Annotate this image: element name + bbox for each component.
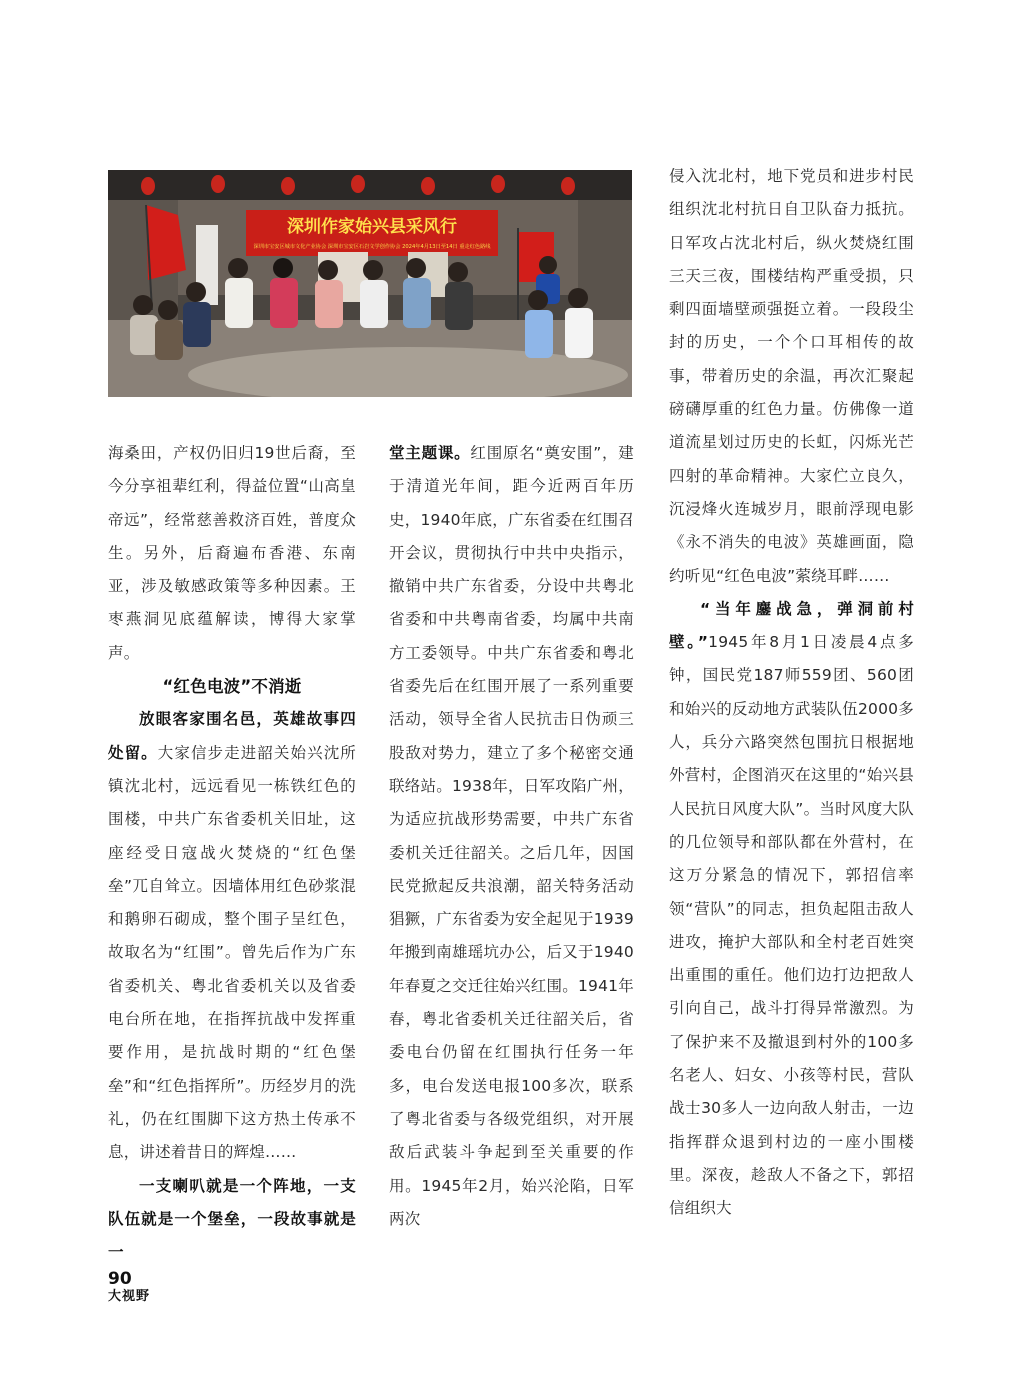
event-photo bbox=[108, 170, 632, 397]
text-column-3 bbox=[669, 160, 914, 1226]
paragraph: “当年鏖战急，弹洞前村壁。”1945年8月1日凌晨4点多钟，国民党187师559团、560团和始兴的反动地方武装队伍2000多人，兵分六路突然包围抗日根据地外营村，企图消灭在这里的“始兴县人民抗日风度大队”。当时风度大队的几位领导和部队都在外营村，在这万分紧急的情况下，郭招信率领“营队”的同志，担负起阻击敌人进攻，掩护大部队和全村老百姓突出重围的重任。他们边打边把敌人引向自己，战斗打得异常激烈。为了保护来不及撤退到村外的100多名老人、妇女、小孩等村民，营队战士30多人一边向敌人射击，一边指挥群众退到村边的一座小围楼里。深夜，趁敌人不备之下，郭招信组织大 bbox=[669, 599, 914, 1218]
paragraph: 侵入沈北村，地下党员和进步村民组织沈北村抗日自卫队奋力抵抗。日军攻占沈北村后，纵火焚烧红围三天三夜，围楼结构严重受损，只剩四面墙壁顽强挺立着。一段段尘封的历史，一个个口耳相传的故事，带着历史的余温，再次汇聚起磅礴厚重的红色力量。仿佛像一道道流星划过历史的长虹，闪烁光芒四射的革命精神。大家伫立良久，沉浸烽火连城岁月，眼前浮现电影《永不消失的电波》英雄画面，隐约听见“红色电波”萦绕耳畔…… bbox=[669, 167, 914, 585]
paragraph: 放眼客家围名邑，英雄故事四处留。大家信步走进韶关始兴沈所镇沈北村，远远看见一栋铁红色的围楼，中共广东省委机关旧址，这座经受日寇战火焚烧的“红色堡垒”兀自耸立。因墙体用红色砂浆混和鹅卵石砌成，整个围子呈红色，故取名为“红围”。曾先后作为广东省委机关、粤北省委机关以及省委电台所在地，在指挥抗战中发挥重要作用，是抗战时期的“红色堡垒”和“红色指挥所”。历经岁月的洗礼，仍在红围脚下这方热土传承不息，讲述着昔日的辉煌…… bbox=[108, 710, 356, 1162]
event-banner bbox=[246, 210, 498, 256]
banner-title: 深圳作家始兴县采风行 bbox=[287, 217, 457, 237]
text-column-2 bbox=[389, 437, 634, 1236]
paragraph: 一支喇叭就是一个阵地，一支队伍就是一个堡垒，一段故事就是一 bbox=[108, 1176, 356, 1262]
paragraph: 海桑田，产权仍旧归19世后裔，至今分享祖辈红利，得益位置“山高皇帝远”，经常慈善救济百姓，普度众生。另外，后裔遍布香港、东南亚，涉及敏感政策等多种因素。王枣燕洞见底蕴解读，博得大家掌声。 bbox=[108, 444, 356, 662]
text-column-1 bbox=[108, 437, 356, 1269]
page-number: 90 bbox=[108, 1269, 132, 1289]
paragraph: 堂主题课。红围原名“奠安围”，建于清道光年间，距今近两百年历史，1940年底，广东省委在红围召开会议，贯彻执行中共中央指示，撤销中共广东省委，分设中共粤北省委和中共粤南省委，均属中共南方工委领导。中共广东省委和粤北省委先后在红围开展了一系列重要活动，领导全省人民抗击日伪顽三股敌对势力，建立了多个秘密交通联络站。1938年，日军攻陷广州，为适应抗战形势需要，中共广东省委机关迁往韶关。之后几年，因国民党掀起反共浪潮，韶关特务活动猖獗，广东省委为安全起见于1939年搬到南雄瑶坑办公，后又于1940年春夏之交迁往始兴红围。1941年春，粤北省委机关迁往韶关后，省委电台仍留在红围执行任务一年多，电台发送电报100多次，联系了粤北省委与各级党组织，对开展敌后武装斗争起到至关重要的作用。1945年2月，始兴沦陷，日军两次 bbox=[389, 444, 634, 1228]
banner-subtitle: 深圳市宝安区城市文化产业协会 深圳市宝安区石岩文学创作协会 2024年4月13日至14日 重走红色路线 bbox=[253, 244, 491, 250]
section-heading: “红色电波”不消逝 bbox=[162, 677, 302, 697]
magazine-logo: 大视野 bbox=[108, 1289, 151, 1304]
